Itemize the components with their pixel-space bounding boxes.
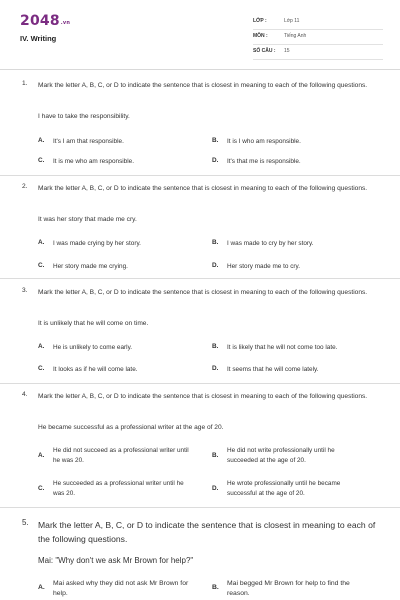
meta-row-subject (253, 30, 383, 45)
meta-value: Lớp 11 (284, 18, 300, 24)
meta-value: Tiếng Anh (284, 33, 307, 39)
question-2: 2. Mark the letter A, B, C, or D to indicate the sentence that is closest in meaning to each of the following questions. It was her story that made me cry. A. I was made crying by her story. B. I was made to cry by her story. C. Her story made me crying. D. Her story made me to cry. (0, 183, 400, 279)
section-title: IV. Writing (20, 34, 57, 43)
question-3: 3. Mark the letter A, B, C, or D to indicate the sentence that is closest in meaning to each of the following questions. It is unlikely that he will come on time. A. He is unlikely to come early. B. It is likely that he will not come too late. C. It looks as if he will come late. D. It seems that he will come lately. (0, 287, 400, 384)
question-5: 5. Mark the letter A, B, C, or D to indicate the sentence that is closest in meaning to each of the following questions. Mai: "Why don't we ask Mr Brown for help?" A. Mai asked why they did not ask Mr Brown for help. B. Mai begged Mr Brown for help to find the reason. (0, 518, 400, 600)
meta-key: LỚP : (253, 18, 267, 24)
question-number: 3. (22, 287, 28, 294)
question-number: 2. (22, 183, 28, 190)
question-1: 1. Mark the letter A, B, C, or D to indicate the sentence that is closest in meaning to each of the following questions. I have to take the responsibility. A. It's I am that responsible. B. It is I who am responsible. C. It is me who am responsible. D. It's that me is responsible. (0, 80, 400, 176)
question-sentence: Mai: "Why don't we ask Mr Brown for help?" (38, 556, 194, 565)
page-header (0, 0, 400, 70)
logo-text: 2048 (20, 13, 60, 29)
question-stem: Mark the letter A, B, C, or D to indicate the sentence that is closest in meaning to each of the following questions. (38, 393, 368, 400)
question-sentence: I have to take the responsibility. (38, 113, 130, 120)
question-sentence: He became successful as a professional writer at the age of 20. (38, 424, 224, 431)
meta-row-class (253, 15, 383, 30)
meta-row-count (253, 45, 383, 60)
question-stem: Mark the letter A, B, C, or D to indicate the sentence that is closest in meaning to each of the following questions. (38, 289, 368, 296)
question-number: 1. (22, 80, 28, 87)
question-stem: Mark the letter A, B, C, or D to indicate the sentence that is closest in meaning to each of the following questions. (38, 520, 376, 544)
question-stem: Mark the letter A, B, C, or D to indicate the sentence that is closest in meaning to each of the following questions. (38, 82, 368, 89)
question-stem: Mark the letter A, B, C, or D to indicate the sentence that is closest in meaning to each of the following questions. (38, 185, 368, 192)
question-4: 4. Mark the letter A, B, C, or D to indicate the sentence that is closest in meaning to each of the following questions. He became successful as a professional writer at the age of 20. A. He did not succeed as a professional writer until he was 20. B. He did not write professionally until he succeeded at the age of 20. C. He succeeded as a professional writer until he was 20. D. He wrote professionally until he became successful at the age of 20. (0, 391, 400, 508)
site-logo[interactable] (20, 13, 70, 29)
question-number: 4. (22, 391, 28, 398)
meta-key: SỐ CÂU : (253, 48, 276, 54)
question-number: 5. (22, 518, 29, 527)
meta-value: 15 (284, 48, 290, 54)
logo-suffix: .vn (60, 20, 71, 26)
question-sentence: It is unlikely that he will come on time. (38, 320, 149, 327)
meta-key: MÔN : (253, 33, 268, 39)
question-sentence: It was her story that made me cry. (38, 216, 137, 223)
